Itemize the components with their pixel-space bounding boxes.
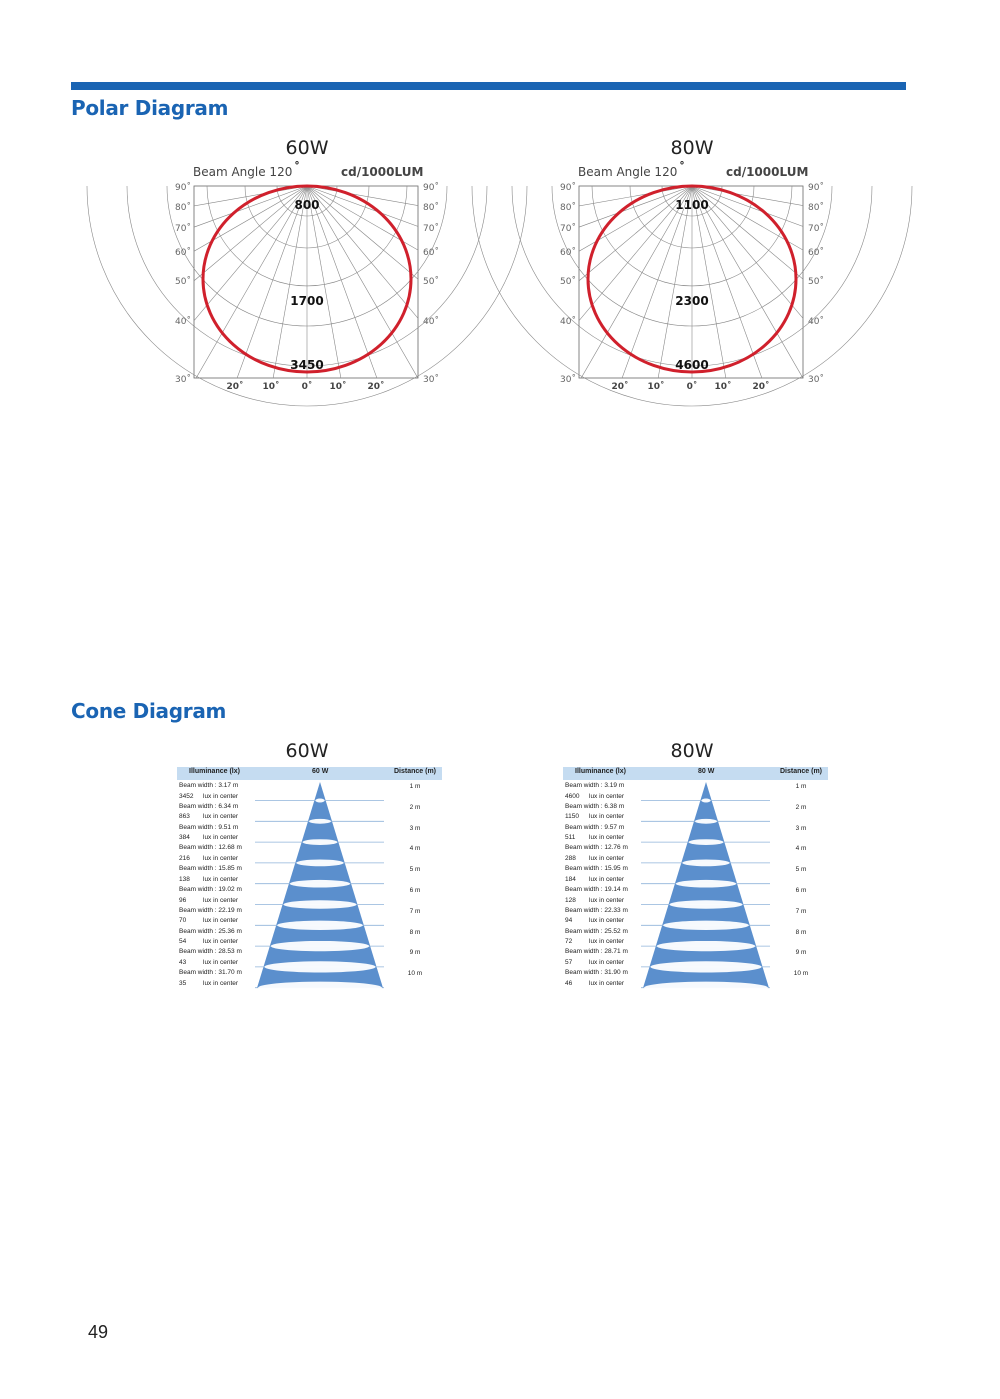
polar-left-angle: 70˚ <box>175 224 191 234</box>
cone-lux-row <box>565 916 624 927</box>
polar-right-angle: 50˚ <box>423 277 439 287</box>
cone-beam-width: Beam width : 6.34 m <box>179 802 239 810</box>
cone-ellipse <box>271 941 369 951</box>
cone-distance: 1 m <box>409 783 421 790</box>
cone-distance: 5 m <box>795 866 807 874</box>
cone-header-distance: Distance (m) <box>394 768 437 775</box>
cone-ellipse <box>309 819 331 824</box>
cone-ellipse <box>290 880 350 888</box>
polar-right-angle: 90˚ <box>423 183 439 193</box>
cone-distance: 1 m <box>795 783 807 790</box>
cone-beam-width: Beam width : 25.52 m <box>565 927 628 935</box>
cone-lux-value: 138 <box>179 875 190 883</box>
cone-lux-label: lux in center <box>589 813 625 821</box>
polar-bottom-angle: 20˚ <box>611 382 629 392</box>
cone-lux-label: lux in center <box>589 854 625 862</box>
cone-lux-row <box>179 937 238 948</box>
cone-lux-label: lux in center <box>203 834 239 842</box>
cone-lux-row <box>179 854 238 865</box>
polar-radial-line <box>692 186 1000 386</box>
cone-header <box>563 767 828 780</box>
cone-distance: 5 m <box>409 866 421 874</box>
polar-left-angle: 30˚ <box>560 375 576 385</box>
cone-ellipse <box>670 900 743 909</box>
polar-diagram-heading: Polar Diagram <box>71 96 229 120</box>
polar-value-bottom: 4600 <box>675 358 709 372</box>
cone-lux-label: lux in center <box>203 917 239 925</box>
cone-header <box>177 767 442 780</box>
polar-left-angle: 60˚ <box>560 248 576 258</box>
cone-ellipse <box>284 900 357 909</box>
cone-lux-row <box>565 812 624 823</box>
cone-distance: 9 m <box>795 949 807 957</box>
polar-radial-line <box>107 186 307 532</box>
cone-distance: 4 m <box>409 845 421 853</box>
polar-right-angle: 90˚ <box>808 183 824 193</box>
polar-radial-line <box>307 186 507 532</box>
cone-80w-title: 80W <box>670 740 714 762</box>
cone-lux-row <box>179 812 238 823</box>
cone-ellipse <box>650 961 761 972</box>
cone-distance: 9 m <box>409 949 421 957</box>
polar-right-angle: 40˚ <box>808 317 824 327</box>
cone-lux-row <box>179 979 238 990</box>
polar-right-angle: 40˚ <box>423 317 439 327</box>
cone-lux-row <box>565 937 624 948</box>
polar-left-angle: 50˚ <box>175 277 191 287</box>
polar-left-angle: 80˚ <box>175 203 191 213</box>
cone-lux-value: 35 <box>179 979 187 987</box>
polar-60w-title: 60W <box>285 137 329 159</box>
polar-bottom-angle: 0˚ <box>686 382 698 392</box>
polar-left-angle: 50˚ <box>560 277 576 287</box>
polar-left-angle: 90˚ <box>175 183 191 193</box>
cone-lux-row <box>179 833 238 844</box>
cone-distance: 8 m <box>795 928 807 936</box>
cone-lux-row <box>179 875 238 886</box>
cone-lux-value: 43 <box>179 958 187 966</box>
polar-diagram-80w <box>553 162 833 392</box>
polar-radial-line <box>555 186 692 562</box>
polar-left-angle: 90˚ <box>560 183 576 193</box>
cone-beam-width: Beam width : 15.85 m <box>179 865 242 873</box>
cone-beam-width: Beam width : 15.95 m <box>565 865 628 873</box>
beam-angle-label: Beam Angle 120 <box>578 165 678 179</box>
polar-right-angle: 50˚ <box>808 277 824 287</box>
cone-lux-row <box>565 833 624 844</box>
cone-distance: 7 m <box>409 907 421 915</box>
cone-lux-label: lux in center <box>203 979 239 987</box>
cone-distance: 2 m <box>409 803 421 811</box>
cone-header-watt: 80 W <box>698 768 715 775</box>
cone-ellipse <box>264 961 375 972</box>
cone-distance: 6 m <box>795 887 807 894</box>
cone-lux-value: 511 <box>565 834 576 842</box>
polar-left-angle: 40˚ <box>560 317 576 327</box>
degree-mark: ˚ <box>679 161 685 175</box>
cone-lux-value: 184 <box>565 875 576 883</box>
cone-lux-value: 1150 <box>565 813 579 821</box>
cone-lux-row <box>179 916 238 927</box>
cone-lux-value: 72 <box>565 938 573 946</box>
cone-lux-label: lux in center <box>589 792 625 800</box>
polar-right-angle: 70˚ <box>423 224 439 234</box>
cone-distance: 7 m <box>795 907 807 915</box>
cone-ellipse <box>277 921 363 930</box>
cone-lux-value: 96 <box>179 896 187 904</box>
polar-value-mid: 2300 <box>675 294 709 308</box>
cone-lux-row <box>565 979 624 990</box>
cone-ellipse <box>644 982 768 994</box>
cone-header-watt: 60 W <box>312 768 329 775</box>
cone-beam-width: Beam width : 3.19 m <box>565 782 625 789</box>
cone-ellipse <box>657 941 755 951</box>
polar-right-angle: 30˚ <box>808 375 824 385</box>
top-accent-bar <box>71 82 906 90</box>
cone-beam-width: Beam width : 6.38 m <box>565 802 625 810</box>
polar-radial-line <box>492 186 692 532</box>
cone-distance: 2 m <box>795 803 807 811</box>
cone-beam-width: Beam width : 31.90 m <box>565 969 628 977</box>
cone-lux-row <box>565 958 624 969</box>
cone-distance: 10 m <box>407 970 423 978</box>
cone-lux-label: lux in center <box>589 896 625 904</box>
cone-lux-label: lux in center <box>589 834 625 842</box>
polar-radial-line <box>170 186 307 562</box>
cone-header-distance: Distance (m) <box>780 768 823 775</box>
cone-lux-value: 216 <box>179 854 190 862</box>
cone-lux-row <box>179 958 238 969</box>
cone-beam-width: Beam width : 12.68 m <box>179 844 242 852</box>
polar-right-angle: 30˚ <box>423 375 439 385</box>
cone-beam-width: Beam width : 25.36 m <box>179 927 242 935</box>
polar-left-angle: 80˚ <box>560 203 576 213</box>
cone-lux-value: 4600 <box>565 792 580 800</box>
unit-label: cd/1000LUM <box>726 165 809 179</box>
polar-left-angle: 70˚ <box>560 224 576 234</box>
cone-ellipse <box>689 839 724 845</box>
polar-bottom-angle: 10˚ <box>647 382 665 392</box>
cone-beam-width: Beam width : 9.51 m <box>179 823 239 831</box>
cone-beam-width: Beam width : 19.02 m <box>179 886 242 893</box>
polar-radial-line <box>692 186 1000 323</box>
polar-bottom-angle: 10˚ <box>329 382 347 392</box>
cone-beam-width: Beam width : 22.33 m <box>565 906 628 914</box>
cone-lux-value: 94 <box>565 917 573 925</box>
polar-bottom-angle: 10˚ <box>714 382 732 392</box>
cone-lux-value: 70 <box>179 917 187 925</box>
polar-right-angle: 60˚ <box>808 248 824 258</box>
cone-beam-width: Beam width : 9.57 m <box>565 823 625 831</box>
polar-left-angle: 60˚ <box>175 248 191 258</box>
polar-radial-line <box>692 186 829 562</box>
polar-radial-line <box>0 186 307 386</box>
polar-bottom-angle: 10˚ <box>262 382 280 392</box>
cone-lux-value: 3452 <box>179 792 194 800</box>
cone-ellipse <box>695 819 717 824</box>
cone-lux-label: lux in center <box>589 979 625 987</box>
cone-lux-label: lux in center <box>203 938 239 946</box>
polar-80w-title: 80W <box>670 137 714 159</box>
beam-angle-label: Beam Angle 120 <box>193 165 293 179</box>
cone-lux-value: 54 <box>179 938 187 946</box>
cone-lux-label: lux in center <box>589 917 625 925</box>
cone-ellipse <box>296 860 343 867</box>
polar-left-angle: 30˚ <box>175 375 191 385</box>
degree-mark: ˚ <box>294 161 300 175</box>
cone-lux-label: lux in center <box>203 854 239 862</box>
polar-bottom-angle: 20˚ <box>752 382 770 392</box>
polar-value-mid: 1700 <box>290 294 324 308</box>
polar-value-top: 1100 <box>675 198 709 212</box>
cone-diagram-heading: Cone Diagram <box>71 699 227 723</box>
polar-radial-line <box>1 186 307 443</box>
cone-lux-value: 57 <box>565 958 573 966</box>
cone-beam-width: Beam width : 3.17 m <box>179 782 239 789</box>
cone-lux-label: lux in center <box>203 792 239 800</box>
cone-distance: 10 m <box>793 970 809 978</box>
cone-lux-value: 384 <box>179 834 190 842</box>
cone-lux-value: 288 <box>565 854 576 862</box>
cone-ellipse <box>258 982 382 994</box>
page-number: 49 <box>88 1322 109 1342</box>
polar-right-angle: 60˚ <box>423 248 439 258</box>
polar-radial-line <box>692 186 998 443</box>
cone-lux-row <box>565 875 624 886</box>
cone-lux-row <box>179 896 238 907</box>
cone-ellipse <box>315 799 324 803</box>
cone-beam-width: Beam width : 31.70 m <box>179 969 242 977</box>
polar-radial-line <box>692 186 892 532</box>
cone-lux-label: lux in center <box>589 938 625 946</box>
cone-distance: 8 m <box>409 928 421 936</box>
polar-bottom-angle: 0˚ <box>301 382 313 392</box>
cone-ellipse <box>303 839 338 845</box>
cone-distance: 6 m <box>409 887 421 894</box>
cone-header-illuminance: Illuminance (lx) <box>189 768 240 775</box>
cone-beam-width: Beam width : 19.14 m <box>565 886 628 893</box>
polar-right-angle: 80˚ <box>808 203 824 213</box>
polar-right-angle: 80˚ <box>423 203 439 213</box>
cone-lux-row <box>565 896 624 907</box>
cone-lux-label: lux in center <box>203 875 239 883</box>
cone-beam-width: Beam width : 28.53 m <box>179 948 242 956</box>
cone-lux-row <box>565 854 624 865</box>
polar-bottom-angle: 20˚ <box>367 382 385 392</box>
polar-value-bottom: 3450 <box>290 358 324 372</box>
polar-value-top: 800 <box>294 198 320 212</box>
cone-lux-label: lux in center <box>203 896 239 904</box>
cone-distance: 3 m <box>795 824 807 832</box>
cone-distance: 3 m <box>409 824 421 832</box>
cone-beam-width: Beam width : 22.19 m <box>179 906 242 914</box>
cone-ellipse <box>676 880 736 888</box>
polar-right-angle: 70˚ <box>808 224 824 234</box>
cone-lux-value: 46 <box>565 979 573 987</box>
polar-left-angle: 40˚ <box>175 317 191 327</box>
polar-bottom-angle: 20˚ <box>226 382 244 392</box>
cone-beam-width: Beam width : 12.76 m <box>565 844 628 852</box>
cone-ellipse <box>701 799 710 803</box>
cone-diagram-60w <box>177 767 442 989</box>
polar-radial-line <box>0 186 307 323</box>
cone-lux-label: lux in center <box>203 958 239 966</box>
cone-diagram-80w <box>563 767 828 989</box>
polar-radial-line <box>307 186 444 562</box>
polar-diagram-60w <box>168 162 448 392</box>
cone-header-illuminance: Illuminance (lx) <box>575 768 626 775</box>
cone-ellipse <box>663 921 749 930</box>
cone-60w-title: 60W <box>285 740 329 762</box>
cone-lux-value: 128 <box>565 896 576 904</box>
cone-beam-width: Beam width : 28.71 m <box>565 948 628 956</box>
cone-lux-label: lux in center <box>203 813 239 821</box>
cone-lux-row <box>565 792 624 803</box>
unit-label: cd/1000LUM <box>341 165 424 179</box>
cone-lux-value: 863 <box>179 813 190 821</box>
cone-lux-label: lux in center <box>589 875 625 883</box>
cone-distance: 4 m <box>795 845 807 853</box>
cone-lux-row <box>179 792 238 803</box>
cone-lux-label: lux in center <box>589 958 625 966</box>
cone-ellipse <box>682 860 729 867</box>
